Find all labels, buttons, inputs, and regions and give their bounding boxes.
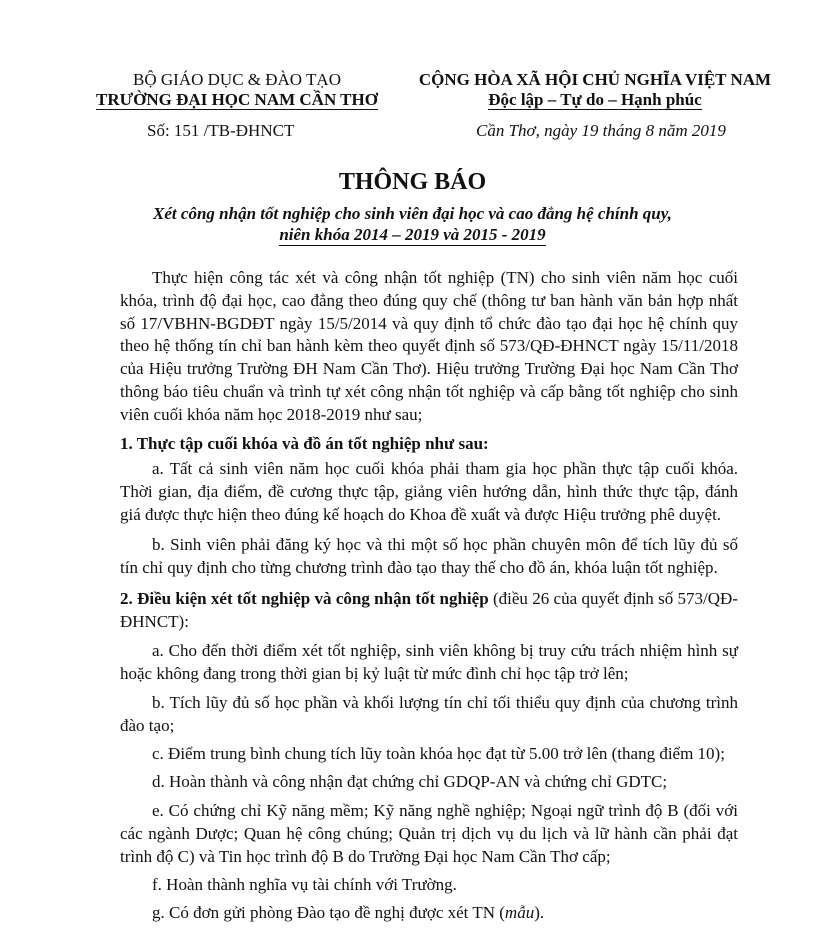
subtitle-line-2: niên khóa 2014 – 2019 và 2015 - 2019 [279,225,546,244]
condition-g: g. Có đơn gửi phòng Đào tạo đề nghị được xét TN (mẫu). [152,903,545,922]
condition-d: d. Hoàn thành và công nhận đạt chứng chỉ GDQP-AN và chứng chỉ GDTC; [152,772,668,791]
condition-f: f. Hoàn thành nghĩa vụ tài chính với Trường. [152,875,457,894]
condition-c: c. Điểm trung bình chung tích lũy toàn khóa học đạt từ 5.00 trở lên (thang điểm 10); [152,744,725,763]
section-1-item-a: a. Tất cả sinh viên năm học cuối khóa phải tham gia học phần thực tập cuối khóa. Thời gian, địa điểm, đề cương thực tập, giảng viên hướng dẫn, hình thức thực tập, đánh giá được thực hiện theo đúng kế hoạch do Khoa đề xuất và được Hiệu trưởng phê duyệt. [120,459,738,524]
issuer-block [92,70,382,110]
document-number: Số: 151 /TB-ĐHNCT [147,121,295,140]
national-header [385,70,805,110]
condition-e: e. Có chứng chỉ Kỹ năng mềm; Kỹ năng nghề nghiệp; Ngoại ngữ trình độ B (đối với các ngành Dược; Quan hệ công chúng; Quản trị dịch vụ du lịch và lữ hành cần phải đạt trình độ C) và Tin học trình độ B do Trường Đại học Nam Cần Thơ cấp; [120,801,738,866]
country-name: CỘNG HÒA XÃ HỘI CHỦ NGHĨA VIỆT NAM [418,70,772,89]
ministry-name: BỘ GIÁO DỤC & ĐÀO TẠO [133,70,341,89]
university-name: TRƯỜNG ĐẠI HỌC NAM CẦN THƠ [96,90,378,109]
section-1-heading: 1. Thực tập cuối khóa và đồ án tốt nghiệp như sau: [120,434,489,453]
national-motto: Độc lập – Tự do – Hạnh phúc [488,90,702,109]
document-date: Cần Thơ, ngày 19 tháng 8 năm 2019 [476,121,726,140]
condition-b: b. Tích lũy đủ số học phần và khối lượng tín chỉ tối thiểu quy định của chương trình đào tạo; [120,693,738,735]
section-2-heading: 2. Điều kiện xét tốt nghiệp và công nhận tốt nghiệp (điều 26 của quyết định số 573/QĐ-ĐHNCT): [120,589,738,631]
condition-a: a. Cho đến thời điểm xét tốt nghiệp, sinh viên không bị truy cứu trách nhiệm hình sự hoặc không đang trong thời gian bị kỷ luật từ mức đình chỉ học tập trở lên; [120,641,738,683]
subtitle-line-1: Xét công nhận tốt nghiệp cho sinh viên đại học và cao đẳng hệ chính quy, [153,204,672,223]
document-title: THÔNG BÁO [338,169,487,195]
section-1-item-b: b. Sinh viên phải đăng ký học và thi một số học phần chuyên môn để tích lũy đủ số tín chỉ quy định cho từng chương trình đào tạo thay thế cho đồ án, khóa luận tốt nghiệp. [120,535,738,577]
intro-paragraph: Thực hiện công tác xét và công nhận tốt nghiệp (TN) cho sinh viên năm học cuối khóa, trình độ đại học, cao đẳng theo đúng quy chế (thông tư ban hành văn bản hợp nhất số 17/VBHN-BGDĐT ngày 15/5/2014 và quy định tổ chức đào tạo đại học hệ chính quy theo hệ thống tín chỉ ban hành kèm theo quyết định số 573/QĐ-ĐHNCT ngày 15/11/2018 của Hiệu trưởng Trường ĐH Nam Cần Thơ). Hiệu trưởng Trường Đại học Nam Cần Thơ thông báo tiêu chuẩn và trình tự xét công nhận tốt nghiệp và cấp bằng tốt nghiệp cho sinh viên cuối khóa năm học 2018-2019 như sau; [120,268,738,424]
